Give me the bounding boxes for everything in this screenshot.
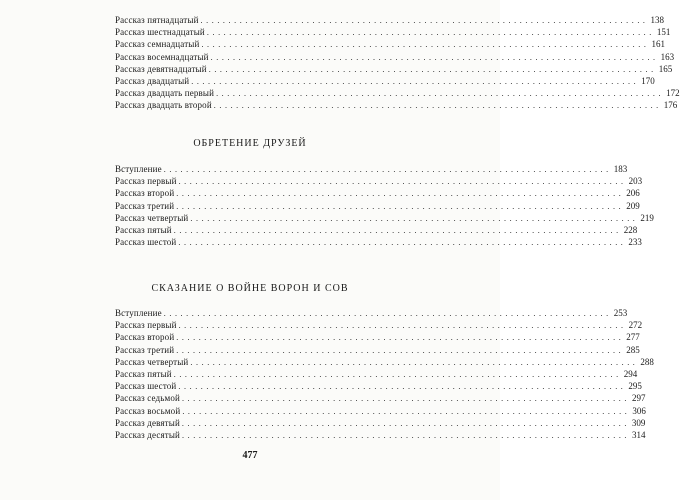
toc-entry: [115, 200, 640, 212]
dot-leader: ................................................................................: [178, 382, 627, 392]
toc-entry-page: 138: [650, 15, 665, 25]
dot-leader: ................................................................................: [181, 418, 630, 428]
dot-leader: ................................................................................: [210, 52, 659, 62]
toc-entry-title: Рассказ восемнадцатый: [115, 51, 209, 62]
toc-entry-page: 219: [640, 212, 654, 223]
toc-entry-page: 297: [631, 393, 646, 404]
toc-entry: [115, 38, 665, 50]
toc-entry-page: 209: [626, 200, 640, 211]
dot-leader: ................................................................................: [181, 394, 630, 404]
toc-entry-title: Рассказ семнадцатый: [115, 39, 200, 50]
toc-entry: [115, 75, 655, 87]
toc-entry: [115, 187, 640, 199]
toc-entry-title: Рассказ пятнадцатый: [115, 15, 199, 25]
toc-entry-page: 253: [613, 308, 628, 318]
dot-leader: ................................................................................: [176, 189, 625, 199]
toc-entry-title: Рассказ второй: [115, 188, 175, 199]
toc-entry-page: 314: [632, 429, 646, 440]
toc-entry-page: 170: [641, 75, 655, 86]
dot-leader: ................................................................................: [190, 213, 639, 223]
dot-leader: ................................................................................: [200, 16, 649, 25]
toc-entry-title: Рассказ первый: [115, 176, 177, 187]
toc-entry-title: Рассказ двадцать второй: [115, 100, 212, 111]
toc-entry: [115, 380, 642, 392]
toc-entry: [115, 392, 646, 404]
toc-entry-title: Рассказ десятый: [115, 429, 181, 440]
section-heading: СКАЗАНИЕ О ВОЙНЕ ВОРОН И СОВ: [151, 283, 349, 294]
toc-entry-page: 183: [613, 164, 628, 174]
toc-section-2: [115, 163, 654, 248]
dot-leader: ................................................................................: [173, 225, 622, 235]
dot-leader: ................................................................................: [191, 76, 640, 86]
toc-entry-title: Вступление: [115, 164, 162, 174]
dot-leader: ................................................................................: [178, 321, 627, 331]
toc-entry: [115, 331, 640, 343]
toc-entry: [115, 175, 643, 187]
toc-entry-page: 277: [626, 332, 640, 343]
dot-leader: ................................................................................: [182, 406, 631, 416]
toc-entry: [115, 14, 665, 26]
toc-entry: [115, 87, 680, 99]
dot-leader: ................................................................................: [201, 40, 650, 50]
dot-leader: ................................................................................: [178, 177, 627, 187]
dot-leader: ................................................................................: [163, 165, 612, 174]
dot-leader: ................................................................................: [176, 333, 625, 343]
toc-entry-page: 285: [626, 344, 640, 355]
dot-leader: ................................................................................: [213, 101, 662, 111]
toc-entry-title: Рассказ шестнадцатый: [115, 27, 205, 38]
toc-entry: [115, 307, 628, 319]
toc-entry: [115, 429, 646, 441]
toc-entry-page: 161: [651, 39, 665, 50]
toc-entry: [115, 163, 628, 175]
toc-entry-page: 295: [628, 381, 642, 392]
toc-entry-page: 309: [631, 417, 646, 428]
toc-entry-page: 288: [640, 356, 654, 367]
toc-entry-page: 294: [623, 368, 638, 379]
toc-entry-page: 151: [656, 27, 671, 38]
toc-entry: [115, 224, 638, 236]
toc-entry-title: Вступление: [115, 308, 162, 318]
dot-leader: ................................................................................: [216, 89, 665, 99]
toc-entry-title: Рассказ первый: [115, 320, 177, 331]
toc-entry-page: 228: [623, 224, 638, 235]
toc-entry: [115, 417, 646, 429]
toc-section-3: [115, 307, 654, 441]
toc-entry: [115, 236, 642, 248]
toc-entry-title: Рассказ девятый: [115, 417, 180, 428]
toc-entry: [115, 344, 640, 356]
dot-leader: ................................................................................: [208, 64, 657, 74]
toc-entry-page: 172: [666, 88, 680, 99]
toc-entry-page: 206: [626, 188, 640, 199]
page-number: 477: [242, 450, 258, 461]
toc-entry-title: Рассказ седьмой: [115, 393, 180, 404]
toc-entry-title: Рассказ восьмой: [115, 405, 181, 416]
toc-section-1: [115, 14, 680, 112]
toc-entry: [115, 51, 675, 63]
toc-entry-title: Рассказ третий: [115, 344, 175, 355]
toc-entry-page: 272: [628, 320, 643, 331]
toc-entry-page: 165: [658, 63, 673, 74]
toc-entry: [115, 212, 654, 224]
dot-leader: ................................................................................: [163, 309, 612, 318]
dot-leader: ................................................................................: [190, 357, 639, 367]
toc-entry: [115, 63, 673, 75]
toc-entry-title: Рассказ четвертый: [115, 356, 189, 367]
toc-entry: [115, 356, 654, 368]
toc-entry: [115, 405, 646, 417]
toc-entry-page: 233: [628, 237, 642, 248]
toc-entry-title: Рассказ двадцатый: [115, 75, 190, 86]
toc-entry: [115, 26, 671, 38]
toc-entry-title: Рассказ двадцать первый: [115, 88, 215, 99]
toc-entry-title: Рассказ шестой: [115, 381, 177, 392]
toc-entry-page: 176: [663, 100, 678, 111]
toc-entry-title: Рассказ пятый: [115, 224, 172, 235]
dot-leader: ................................................................................: [173, 369, 622, 379]
toc-entry: [115, 99, 678, 111]
dot-leader: ................................................................................: [206, 28, 655, 38]
dot-leader: ................................................................................: [182, 430, 631, 440]
toc-entry-title: Рассказ девятнадцатый: [115, 63, 207, 74]
section-heading: ОБРЕТЕНИЕ ДРУЗЕЙ: [193, 138, 307, 149]
dot-leader: ................................................................................: [176, 201, 625, 211]
toc-entry: [115, 368, 638, 380]
toc-entry-page: 163: [660, 51, 675, 62]
dot-leader: ................................................................................: [178, 238, 627, 248]
toc-entry-title: Рассказ четвертый: [115, 212, 189, 223]
toc-entry-title: Рассказ пятый: [115, 368, 172, 379]
toc-entry-title: Рассказ шестой: [115, 237, 177, 248]
toc-entry-title: Рассказ третий: [115, 200, 175, 211]
toc-entry-page: 203: [628, 176, 643, 187]
toc-entry-page: 306: [632, 405, 646, 416]
dot-leader: ................................................................................: [176, 345, 625, 355]
toc-entry-title: Рассказ второй: [115, 332, 175, 343]
toc-entry: [115, 319, 643, 331]
